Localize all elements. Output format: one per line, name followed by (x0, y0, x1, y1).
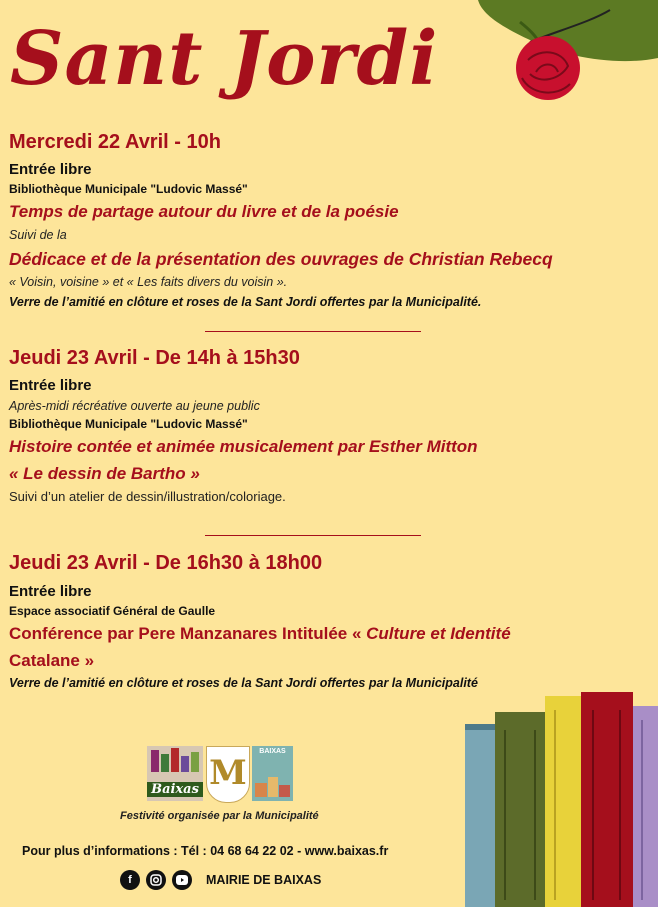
coat-of-arms-letter: M (209, 753, 247, 793)
baixas-logo-text: Baixas (147, 782, 203, 797)
event1-access: Entrée libre (9, 161, 92, 178)
event3-date: Jeudi 23 Avril - De 16h30 à 18h00 (9, 552, 323, 574)
books-illustration (460, 690, 658, 907)
page-title: Sant Jordi (10, 16, 439, 102)
event2-date: Jeudi 23 Avril - De 14h à 15h30 (9, 347, 300, 369)
event3-heading-line2: Catalane » (9, 651, 95, 670)
event1-date: Mercredi 22 Avril - 10h (9, 131, 221, 153)
event2-followed: Suivi d’un atelier de dessin/illustration/coloriage. (9, 489, 286, 504)
instagram-icon[interactable] (146, 870, 166, 890)
event1-works: « Voisin, voisine » et « Les faits divers du voisin ». (9, 275, 288, 289)
book-icon (581, 692, 633, 907)
village-logo-text: BAIXAS (259, 748, 286, 755)
separator (205, 331, 421, 332)
facebook-icon[interactable]: f (120, 870, 140, 890)
coat-of-arms-logo (206, 746, 250, 803)
event1-followed: Suivi de la (9, 228, 67, 242)
event2-access: Entrée libre (9, 377, 92, 394)
event3-heading (9, 624, 511, 644)
contact-info: Pour plus d’informations : Tél : 04 68 64 22 02 - www.baixas.fr (22, 844, 389, 858)
book-icon (465, 724, 495, 907)
event1-venue: Bibliothèque Municipale "Ludovic Massé" (9, 182, 248, 196)
event2-venue: Bibliothèque Municipale "Ludovic Massé" (9, 417, 248, 431)
event3-access: Entrée libre (9, 583, 92, 600)
baixas-logo (147, 746, 203, 801)
event2-heading: Histoire contée et animée musicalement par Esther Mitton (9, 437, 478, 456)
mairie-label: MAIRIE DE BAIXAS (206, 873, 322, 887)
event3-closing: Verre de l’amitié en clôture et roses de la Sant Jordi offertes par la Municipalité (9, 676, 478, 690)
organised-by: Festivité organisée par la Municipalité (120, 810, 319, 822)
book-icon (545, 696, 581, 907)
event1-heading: Temps de partage autour du livre et de la poésie (9, 202, 399, 221)
youtube-icon[interactable] (172, 870, 192, 890)
village-logo (252, 746, 293, 801)
event3-venue: Espace associatif Général de Gaulle (9, 604, 216, 618)
event1-heading2: Dédicace et de la présentation des ouvrages de Christian Rebecq (9, 249, 553, 269)
rose-icon (516, 36, 580, 100)
event2-audience: Après-midi récréative ouverte au jeune public (9, 399, 260, 413)
book-icon (495, 712, 545, 907)
rose-illustration (470, 0, 658, 110)
separator (205, 535, 421, 536)
book-icon (633, 706, 658, 907)
event1-closing: Verre de l’amitié en clôture et roses de la Sant Jordi offertes par la Municipalité. (9, 295, 482, 309)
event3-heading-prefix: Conférence par Pere Manzanares Intitulée « (9, 624, 362, 643)
event2-story: « Le dessin de Bartho » (9, 464, 200, 483)
event3-heading-italic: Culture et Identité (366, 624, 511, 643)
